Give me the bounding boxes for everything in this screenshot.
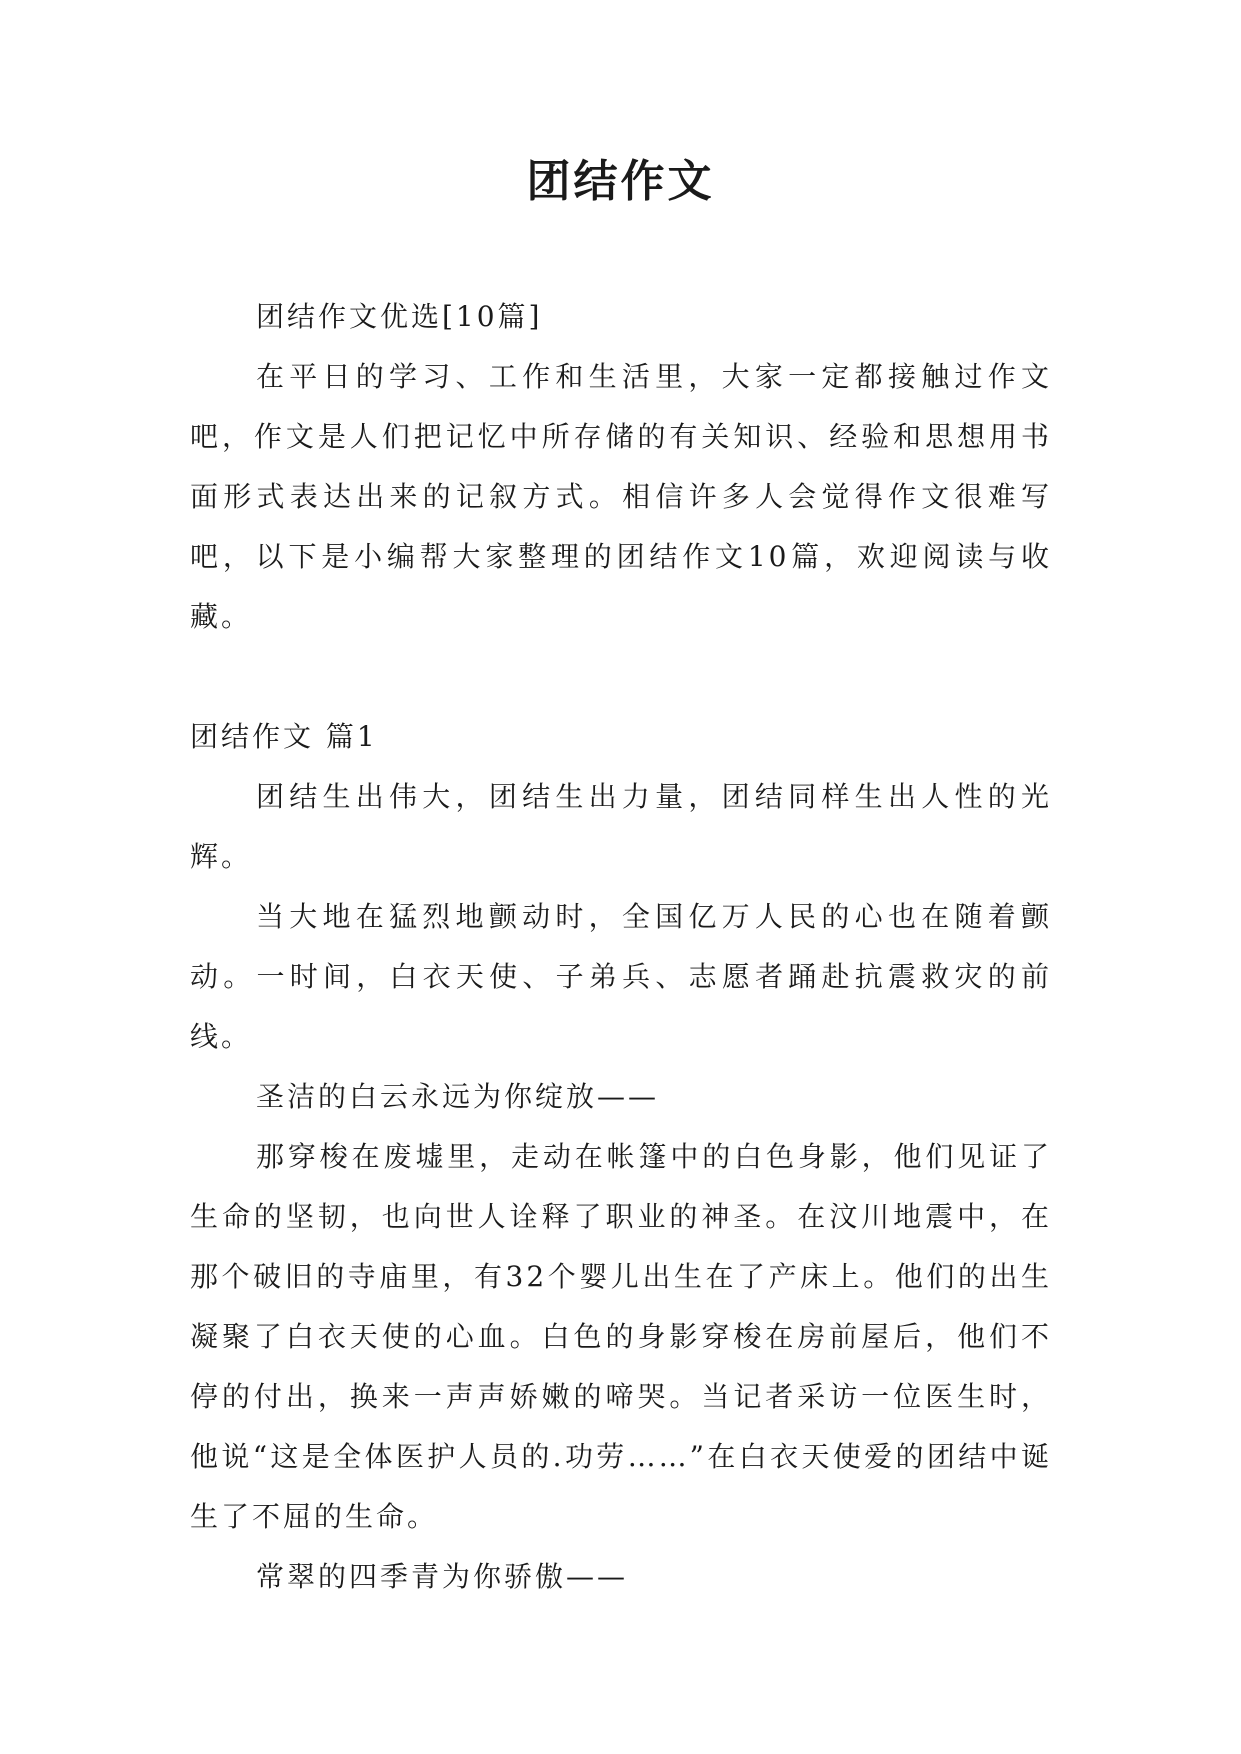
body-paragraph-3: 圣洁的白云永远为你绽放—— — [256, 1080, 660, 1113]
body-paragraph-1: 团结生出伟大，团结生出力量，团结同样生出人性的光辉。 — [190, 780, 1052, 873]
document-body — [190, 287, 1052, 1607]
subtitle-line: 团结作文优选[10篇] — [256, 300, 543, 333]
body-paragraph-4: 那穿梭在废墟里，走动在帐篷中的白色身影，他们见证了生命的坚韧，也向世人诠释了职业的神圣。在汶川地震中，在那个破旧的寺庙里，有32个婴儿出生在了产床上。他们的出生凝聚了白衣天使的心血。白色的身影穿梭在房前屋后，他们不停的付出，换来一声声娇嫩的啼哭。当记者采访一位医生时，他说“这是全体医护人员的.功劳……”在白衣天使爱的团结中诞生了不屈的生命。 — [190, 1140, 1052, 1533]
body-paragraph-2: 当大地在猛烈地颤动时，全国亿万人民的心也在随着颤动。一时间，白衣天使、子弟兵、志愿者踊赴抗震救灾的前线。 — [190, 900, 1052, 1053]
body-paragraph-5: 常翠的四季青为你骄傲—— — [256, 1560, 629, 1593]
paragraph-gap — [190, 647, 1052, 707]
section-heading: 团结作文 篇1 — [190, 720, 378, 753]
document-title: 团结作文 — [526, 156, 715, 207]
intro-paragraph: 在平日的学习、工作和生活里，大家一定都接触过作文吧，作文是人们把记忆中所存储的有关知识、经验和思想用书面形式表达出来的记叙方式。相信许多人会觉得作文很难写吧，以下是小编帮大家整理的团结作文10篇，欢迎阅读与收藏。 — [190, 360, 1052, 633]
